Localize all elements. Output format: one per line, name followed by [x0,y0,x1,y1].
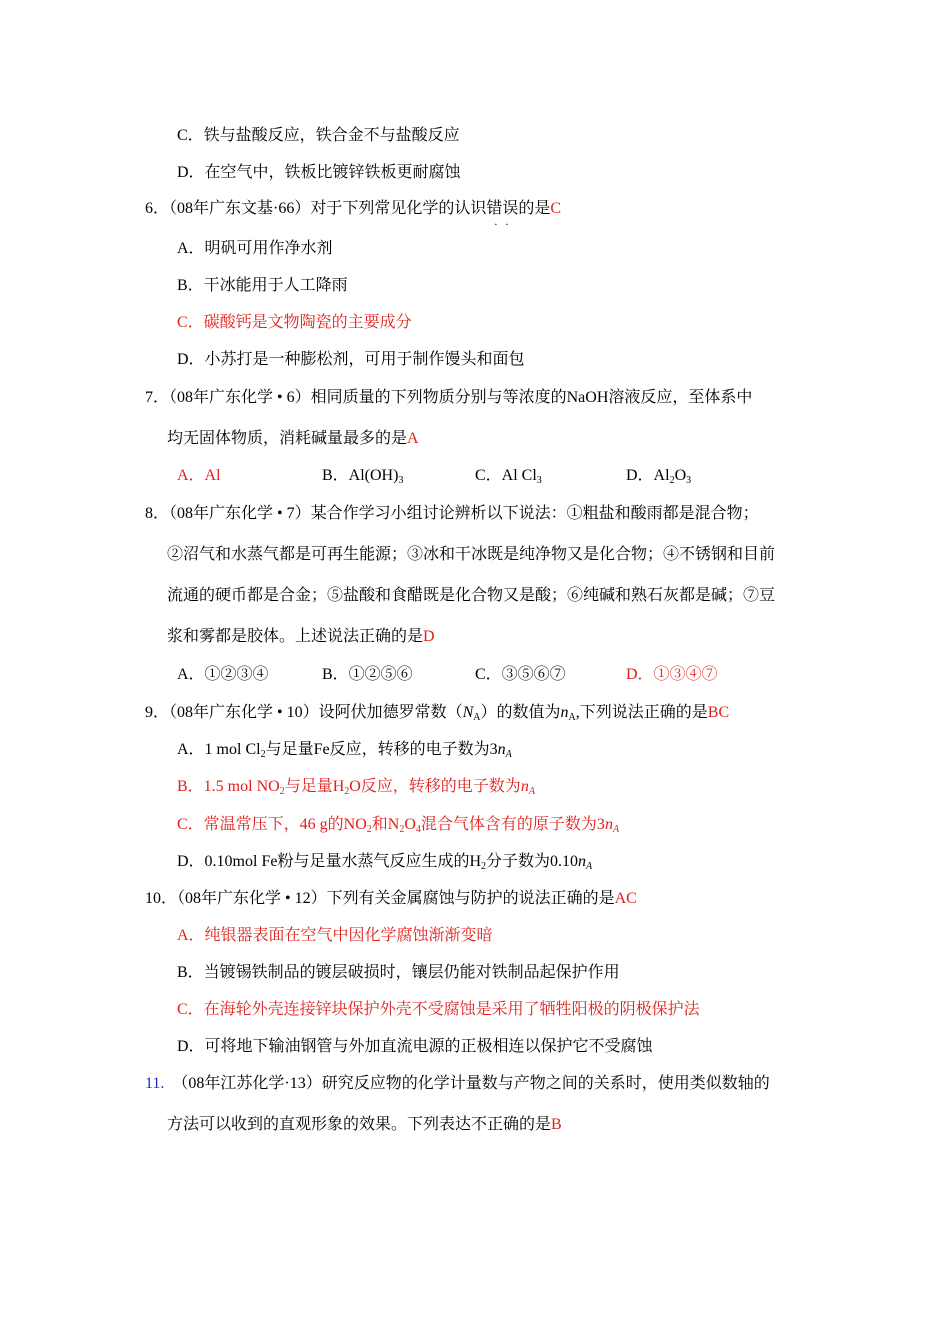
q7-option-b [322,465,403,487]
q5-option-d: D．在空气中，铁板比镀锌铁板更耐腐蚀 [177,164,461,181]
q6-option-c: C．碳酸钙是文物陶瓷的主要成分 [177,314,412,331]
q9-option-d-p2: 分子数为0.10 [486,853,579,870]
q9-option-d-ns: A [586,861,593,872]
q9-option-c-p2: 和N [371,816,400,833]
q6-answer: C [550,200,562,217]
q7-option-a: A．Al [177,467,221,484]
q9-option-d-n: n [578,853,587,870]
q8-answer: D [423,628,435,645]
q7-option-d [626,465,691,487]
q7-option-b-sub: 3 [398,475,404,486]
q7-option-d-sub1: 2 [669,475,675,486]
q6-stem-prefix: 6．（08年广东文基·66）对于下列常见化学的认识 [145,200,487,217]
q9-option-b-s1: 2 [279,786,285,797]
q9-option-a-s1: 2 [260,749,266,760]
q8-stem-line3: 流通的硬币都是合金；⑤盐酸和食醋既是化合物又是酸；⑥纯碱和熟石灰都是碱；⑦豆 [167,587,776,604]
q8-option-d: D．①③④⑦ [626,666,718,683]
q8-stem-line2: ②沼气和水蒸气都是可再生能源；③冰和干冰既是纯净物又是化合物；④不锈钢和目前 [167,546,776,563]
q9-stem-N-sub: A [473,712,481,723]
q10-option-b: B．当镀锡铁制品的镀层破损时，镶层仍能对铁制品起保护作用 [177,964,620,981]
q5-option-c: C．铁与盐酸反应，铁合金不与盐酸反应 [177,127,460,144]
q9-option-b-p2: 与足量H [284,778,345,795]
q8-stem-text: 浆和雾都是胶体。上述说法正确的是 [167,628,424,645]
q7-option-b-text: B．Al(OH) [322,467,399,484]
q9-option-a-n: n [497,741,506,758]
q10-stem-text: 10．（08年广东化学 • 12）下列有关金属腐蚀与防护的说法正确的是 [145,890,615,907]
q9-option-c-n: n [604,816,613,833]
q6-option-a: A．明矾可用作净水剂 [177,240,333,257]
q6-option-b: B．干冰能用于人工降雨 [177,277,348,294]
q9-option-a-ns: A [505,749,512,760]
q9-option-c-s3: 4 [415,824,421,835]
q6-stem-emphasis: 错误 · · [486,198,518,220]
q9-option-c-p3: O [404,816,416,833]
q11-answer: B [551,1116,562,1133]
q7-option-d-sub2: 3 [686,475,692,486]
q10-option-d: D．可将地下输油钢管与外加直流电源的正极相连以保护它不受腐蚀 [177,1038,653,1055]
q7-option-d-mid: O [674,467,687,484]
q9-option-c [177,814,619,836]
q9-option-b-ns: A [528,786,535,797]
q9-option-b-n: n [520,778,529,795]
q7-option-c [475,465,542,487]
q8-option-b: B．①②⑤⑥ [322,666,413,683]
q9-stem-n: n [560,704,569,721]
q9-stem-suffix: ,下列说法正确的是 [575,704,708,721]
q9-option-b-s2: 2 [344,786,350,797]
q9-option-b-p1: B．1.5 mol NO [177,778,280,795]
q9-answer: BC [707,704,730,721]
q8-stem-line1: 8．（08年广东化学 • 7）某合作学习小组讨论辨析以下说法：①粗盐和酸雨都是混合物； [145,505,759,522]
q9-option-c-p1: C．常温常压下，46 g的NO [177,816,367,833]
q7-option-c-text: C．Al Cl [475,467,537,484]
q7-stem-line1: 7．（08年广东化学 • 6）相同质量的下列物质分别与等浓度的NaOH溶液反应，至体系中 [145,389,753,406]
q7-answer: A [407,430,419,447]
q11-stem-line2 [167,1114,562,1136]
q6-option-d: D．小苏打是一种膨松剂，可用于制作馒头和面包 [177,351,525,368]
q9-option-c-p4: 混合气体含有的原子数为3 [420,816,605,833]
q7-option-d-text: D．Al [626,467,670,484]
q6-stem-suffix: 的是 [518,200,551,217]
q9-stem-prefix: 9．（08年广东化学 • 10）设阿伏加德罗常数（ [145,704,463,721]
q9-stem-mid: ）的数值为 [480,704,561,721]
q9-option-a-p1: A．1 mol Cl [177,741,261,758]
q7-stem-line2 [167,428,419,450]
q7-option-c-sub: 3 [536,475,542,486]
q9-option-c-s1: 2 [366,824,372,835]
q10-answer: AC [614,890,637,907]
q9-option-b [177,776,535,798]
q9-option-a-p2: 与足量Fe反应，转移的电子数为3 [265,741,498,758]
q9-option-b-p3: O反应，转移的电子数为 [349,778,521,795]
q10-stem [145,888,637,910]
q9-option-a [177,739,512,761]
q9-option-d-s1: 2 [481,861,487,872]
q10-option-c: C．在海轮外壳连接锌块保护外壳不受腐蚀是采用了牺牲阳极的阴极保护法 [177,1001,700,1018]
q11-number: 11. [145,1075,165,1092]
q6-stem [145,198,561,220]
q10-option-a: A．纯银器表面在空气中因化学腐蚀渐渐变暗 [177,927,493,944]
q9-option-d [177,851,592,873]
q9-option-c-ns: A [612,824,620,835]
q9-option-c-s2: 2 [399,824,405,835]
q9-stem-n-sub: A [568,712,576,723]
q9-option-d-p1: D．0.10mol Fe粉与足量水蒸气反应生成的H [177,853,482,870]
q11-stem-text2: 方法可以收到的直观形象的效果。下列表达不正确的是 [167,1116,552,1133]
q9-stem-N: N [462,704,474,721]
q11-stem-line1 [145,1073,770,1095]
q8-option-c: C．③⑤⑥⑦ [475,666,566,683]
q8-option-a: A．①②③④ [177,666,269,683]
q8-stem-line4 [167,626,435,648]
q11-stem-text1: （08年江苏化学·13）研究反应物的化学计量数与产物之间的关系时，使用类似数轴的 [172,1075,770,1092]
q7-stem-text: 均无固体物质，消耗碱量最多的是 [167,430,408,447]
q9-stem [145,702,729,724]
